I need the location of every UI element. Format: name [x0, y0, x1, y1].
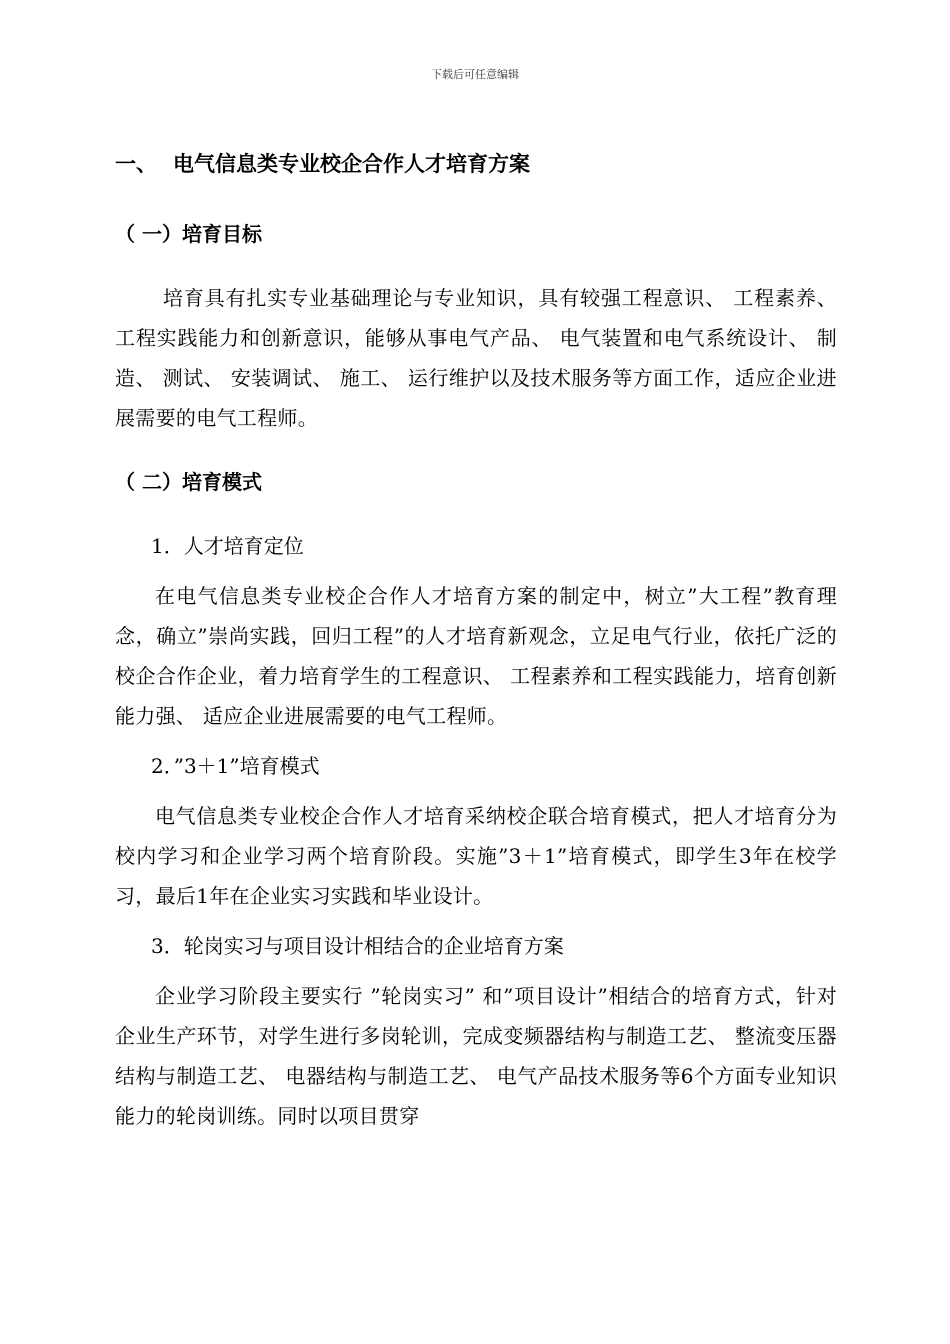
- item-title-rotation: 3．轮岗实习与项目设计相结合的企业培育方案: [151, 934, 564, 958]
- section-heading-mode: （ 二）培育模式: [115, 470, 262, 494]
- title-number: 一、: [115, 152, 157, 176]
- goal-paragraph: 培育具有扎实专业基础理论与专业知识，具有较强工程意识、 工程素养、 工程实践能力和创新意识，能够从事电气产品、 电气装置和电气系统设计、 制造、 测试、 安装调试、 施工、 运行维护以及技术服务等方面工作，适应企业进展需要的电气工程师。: [115, 286, 837, 430]
- positioning-paragraph: 在电气信息类专业校企合作人才培育方案的制定中，树立”大工程”教育理念，确立”崇尚实践，回归工程”的人才培育新观念，立足电气行业，依托广泛的校企合作企业，着力培育学生的工程意识、 工程素养和工程实践能力，培育创新能力强、 适应企业进展需要的电气工程师。: [115, 584, 837, 728]
- section-heading-goal: （ 一）培育目标: [115, 222, 262, 246]
- header-note: 下载后可任意编辑: [431, 68, 519, 81]
- mode-paragraph: 电气信息类专业校企合作人才培育采纳校企联合培育模式，把人才培育分为校内学习和企业学习两个培育阶段。实施”3＋1”培育模式，即学生3年在校学习，最后1年在企业实习实践和毕业设计。: [115, 804, 837, 908]
- item-title-3plus1: 2．”3＋1”培育模式: [151, 754, 320, 778]
- item-title-positioning: 1．人才培育定位: [151, 534, 304, 558]
- title-text: 电气信息类专业校企合作人才培育方案: [173, 152, 530, 176]
- rotation-paragraph: 企业学习阶段主要实行 ”轮岗实习” 和”项目设计”相结合的培育方式，针对企业生产环节，对学生进行多岗轮训，完成变频器结构与制造工艺、 整流变压器结构与制造工艺、 电器结构与制造工艺、 电气产品技术服务等6个方面专业知识能力的轮岗训练。同时以项目贯穿: [115, 984, 837, 1128]
- document-title: [115, 144, 837, 184]
- document-body: [115, 144, 837, 1146]
